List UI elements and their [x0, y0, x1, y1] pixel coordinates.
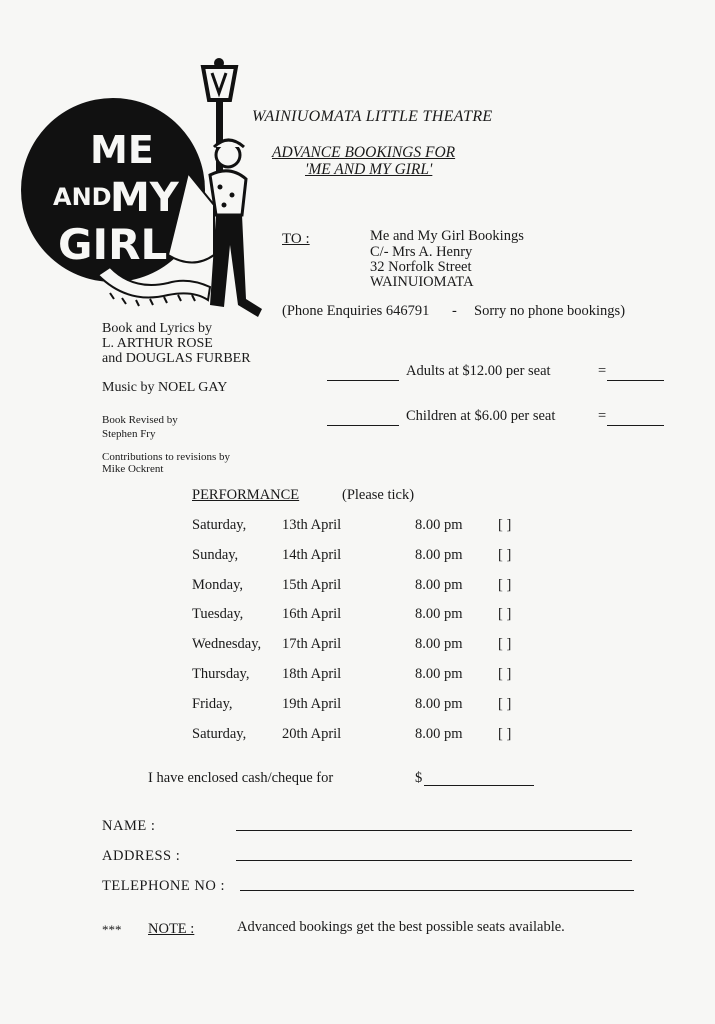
performance-time: 8.00 pm [415, 725, 463, 742]
performance-date: 13th April [282, 517, 342, 533]
address-label: ADDRESS : [102, 848, 181, 864]
performance-time: 8.00 pm [415, 546, 463, 563]
address-field[interactable] [236, 860, 632, 861]
performance-day: Saturday, [192, 517, 247, 533]
please-tick-note: (Please tick) [342, 487, 415, 503]
adults-qty-field[interactable] [327, 380, 399, 381]
credit-author-1: L. ARTHUR ROSE [102, 336, 213, 351]
to-label: TO : [282, 231, 310, 247]
telephone-field[interactable] [240, 890, 634, 891]
performance-tick-box[interactable]: [ ] [498, 576, 512, 593]
name-label: NAME : [102, 818, 156, 834]
logo-text-my: MY [110, 175, 179, 221]
credit-revised: Book Revised by [102, 414, 178, 426]
logo-text-girl: GIRL [58, 220, 168, 269]
show-name-heading: 'ME AND MY GIRL' [305, 161, 433, 178]
name-field[interactable] [236, 830, 632, 831]
note-stars: *** [102, 922, 122, 937]
credit-contributions: Contributions to revisions by [102, 451, 231, 463]
note-text: Advanced bookings get the best possible seats available. [237, 919, 565, 935]
performance-tick-box[interactable]: [ ] [498, 517, 512, 533]
address-line-2: C/- Mrs A. Henry [370, 244, 473, 260]
performance-day: Thursday, [192, 666, 250, 682]
performance-time: 8.00 pm [415, 666, 463, 682]
logo-text-and: AND [53, 183, 112, 211]
phone-note: Sorry no phone bookings) [474, 303, 626, 319]
performance-tick-box[interactable]: [ ] [498, 636, 512, 653]
logo-text-me: ME [90, 128, 154, 172]
address-line-4: WAINUIOMATA [370, 274, 474, 290]
performance-time: 8.00 pm [415, 636, 463, 653]
performance-tick-box[interactable]: [ ] [498, 606, 512, 623]
performance-tick-box[interactable]: [ ] [498, 546, 512, 563]
performance-day: Sunday, [192, 546, 239, 563]
children-qty-field[interactable] [327, 425, 399, 426]
performance-date: 15th April [282, 576, 342, 593]
adults-price-label: Adults at $12.00 per seat [406, 363, 551, 379]
bookings-heading: ADVANCE BOOKINGS FOR [272, 144, 456, 161]
performance-date: 18th April [282, 666, 342, 682]
me-and-my-girl-logo [18, 55, 278, 330]
children-total-field[interactable] [607, 425, 664, 426]
address-line-1: Me and My Girl Bookings [370, 228, 524, 244]
currency-symbol: $ [415, 770, 423, 786]
adults-equals: = [598, 363, 607, 379]
phone-enquiries: (Phone Enquiries 646791 [282, 303, 430, 319]
credit-contributor: Mike Ockrent [102, 463, 164, 475]
performance-day: Tuesday, [192, 606, 244, 623]
performance-time: 8.00 pm [415, 606, 463, 623]
children-price-label: Children at $6.00 per seat [406, 408, 556, 424]
credit-music: Music by NOEL GAY [102, 380, 228, 395]
performance-day: Saturday, [192, 725, 247, 742]
payment-label: I have enclosed cash/cheque for [148, 770, 334, 786]
performance-tick-box[interactable]: [ ] [498, 666, 512, 682]
credit-book-lyrics: Book and Lyrics by [102, 321, 213, 336]
address-line-3: 32 Norfolk Street [370, 259, 472, 275]
telephone-label: TELEPHONE NO : [102, 878, 225, 894]
payment-amount-field[interactable] [424, 785, 534, 786]
performance-time: 8.00 pm [415, 576, 463, 593]
performance-date: 16th April [282, 606, 342, 623]
performance-date: 20th April [282, 725, 342, 742]
performance-time: 8.00 pm [415, 695, 463, 712]
performance-date: 14th April [282, 546, 342, 563]
performance-day: Friday, [192, 695, 233, 712]
performance-day: Wednesday, [192, 636, 262, 653]
performance-day: Monday, [192, 576, 244, 593]
credit-reviser: Stephen Fry [102, 428, 156, 440]
performance-heading: PERFORMANCE [192, 487, 300, 503]
adults-total-field[interactable] [607, 380, 664, 381]
performance-time: 8.00 pm [415, 517, 463, 533]
theatre-title: WAINIUOMATA LITTLE THEATRE [252, 108, 493, 125]
performance-tick-box[interactable]: [ ] [498, 695, 512, 712]
phone-dash: - [452, 303, 457, 319]
children-equals: = [598, 408, 607, 424]
credit-author-2: and DOUGLAS FURBER [102, 351, 251, 366]
performance-tick-box[interactable]: [ ] [498, 725, 512, 742]
performance-date: 17th April [282, 636, 342, 653]
note-label: NOTE : [148, 921, 195, 937]
performance-date: 19th April [282, 695, 342, 712]
